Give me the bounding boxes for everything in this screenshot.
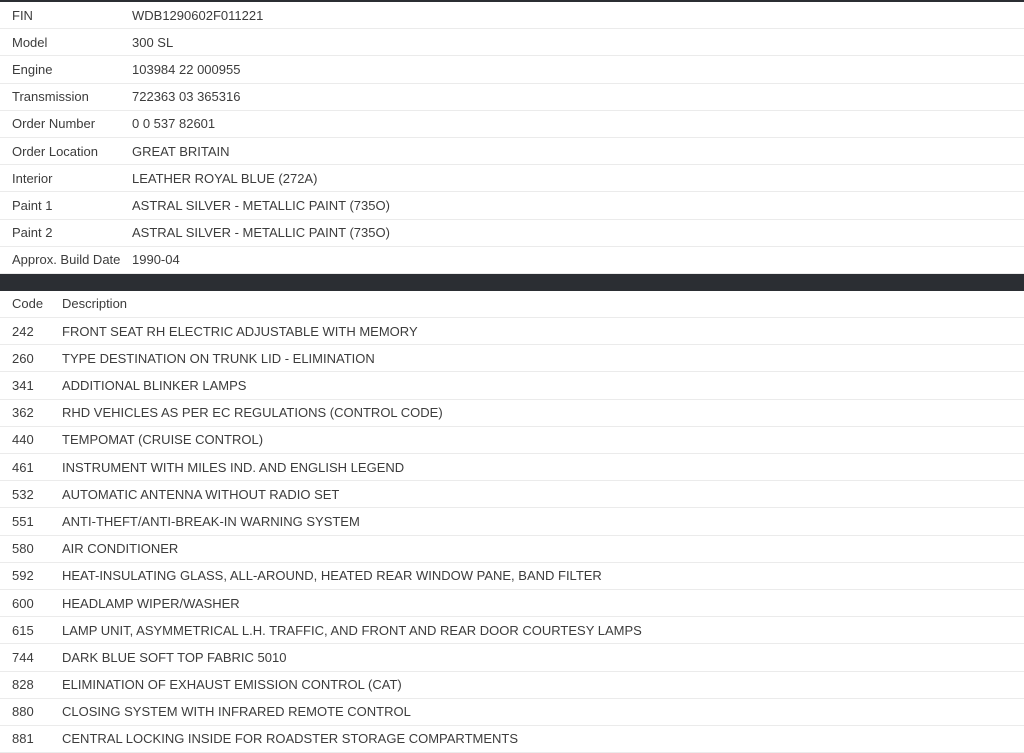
option-code-row	[0, 672, 1024, 699]
vehicle-info-label: Order Number	[12, 116, 96, 132]
vehicle-info-row	[0, 165, 1024, 192]
options-table-header-row	[0, 291, 1024, 318]
option-code: 881	[12, 731, 34, 747]
vehicle-info-row	[0, 247, 1024, 274]
vehicle-info-label: Model	[12, 34, 48, 50]
vehicle-info-value: LEATHER ROYAL BLUE (272A)	[132, 170, 318, 186]
option-code: 440	[12, 432, 34, 448]
option-code-row	[0, 617, 1024, 644]
vehicle-info-value: 1990-04	[132, 252, 180, 268]
description-column-header: Description	[62, 296, 128, 312]
option-description: ADDITIONAL BLINKER LAMPS	[62, 378, 247, 394]
option-code: 600	[12, 595, 34, 611]
option-description: HEAT-INSULATING GLASS, ALL-AROUND, HEATED REAR WINDOW PANE, BAND FILTER	[62, 568, 602, 584]
option-code: 461	[12, 459, 34, 475]
vehicle-info-label: Transmission	[12, 89, 89, 105]
option-code: 260	[12, 350, 34, 366]
vehicle-info-label: Approx. Build Date	[12, 252, 121, 268]
option-code: 880	[12, 704, 34, 720]
vehicle-info-value: 300 SL	[132, 34, 174, 50]
vehicle-info-row	[0, 111, 1024, 138]
vehicle-info-row	[0, 138, 1024, 165]
vehicle-info-row	[0, 2, 1024, 29]
options-table	[0, 291, 1024, 753]
vehicle-info-label: Engine	[12, 61, 53, 77]
vehicle-info-label: Paint 2	[12, 225, 53, 241]
option-code: 580	[12, 541, 34, 557]
code-column-header: Code	[12, 296, 44, 312]
option-code-row	[0, 454, 1024, 481]
vehicle-info-label: Order Location	[12, 143, 98, 159]
option-code: 592	[12, 568, 34, 584]
option-description: HEADLAMP WIPER/WASHER	[62, 595, 240, 611]
option-description: AUTOMATIC ANTENNA WITHOUT RADIO SET	[62, 486, 340, 502]
vehicle-info-value: 0 0 537 82601	[132, 116, 216, 132]
vehicle-info-label: Paint 1	[12, 197, 53, 213]
option-description: CENTRAL LOCKING INSIDE FOR ROADSTER STORAGE COMPARTMENTS	[62, 731, 519, 747]
option-description: RHD VEHICLES AS PER EC REGULATIONS (CONTROL CODE)	[62, 405, 443, 421]
option-code-row	[0, 536, 1024, 563]
option-description: LAMP UNIT, ASYMMETRICAL L.H. TRAFFIC, AND FRONT AND REAR DOOR COURTESY LAMPS	[62, 622, 642, 638]
option-code-row	[0, 644, 1024, 671]
option-code-row	[0, 318, 1024, 345]
option-description: ELIMINATION OF EXHAUST EMISSION CONTROL (CAT)	[62, 677, 402, 693]
option-code: 551	[12, 513, 34, 529]
vehicle-info-row	[0, 29, 1024, 56]
vehicle-info-row	[0, 56, 1024, 83]
vehicle-info-value: GREAT BRITAIN	[132, 143, 230, 159]
option-code-row	[0, 481, 1024, 508]
option-code: 362	[12, 405, 34, 421]
option-description: ANTI-THEFT/ANTI-BREAK-IN WARNING SYSTEM	[62, 513, 360, 529]
option-code: 532	[12, 486, 34, 502]
option-description: TYPE DESTINATION ON TRUNK LID - ELIMINATION	[62, 350, 375, 366]
vehicle-info-table	[0, 2, 1024, 274]
option-code-row	[0, 726, 1024, 753]
vehicle-info-value: 103984 22 000955	[132, 61, 241, 77]
option-code: 341	[12, 378, 34, 394]
option-code: 615	[12, 622, 34, 638]
vehicle-info-row	[0, 220, 1024, 247]
vehicle-info-value: ASTRAL SILVER - METALLIC PAINT (735O)	[132, 225, 390, 241]
option-code-row	[0, 345, 1024, 372]
option-code: 744	[12, 649, 34, 665]
vehicle-info-label: Interior	[12, 170, 53, 186]
vehicle-info-row	[0, 84, 1024, 111]
vehicle-info-row	[0, 192, 1024, 219]
option-code-row	[0, 508, 1024, 535]
option-description: FRONT SEAT RH ELECTRIC ADJUSTABLE WITH MEMORY	[62, 323, 418, 339]
vehicle-info-value: 722363 03 365316	[132, 89, 241, 105]
option-description: CLOSING SYSTEM WITH INFRARED REMOTE CONTROL	[62, 704, 411, 720]
option-description: TEMPOMAT (CRUISE CONTROL)	[62, 432, 264, 448]
option-code-row	[0, 427, 1024, 454]
option-code-row	[0, 563, 1024, 590]
option-code: 828	[12, 677, 34, 693]
option-code-row	[0, 400, 1024, 427]
section-divider-bar	[0, 274, 1024, 291]
option-code-row	[0, 372, 1024, 399]
vehicle-info-label: FIN	[12, 7, 33, 23]
option-code: 242	[12, 323, 34, 339]
option-code-row	[0, 590, 1024, 617]
option-description: AIR CONDITIONER	[62, 541, 179, 557]
options-table-body	[0, 318, 1024, 753]
option-code-row	[0, 699, 1024, 726]
option-description: DARK BLUE SOFT TOP FABRIC 5010	[62, 649, 287, 665]
option-description: INSTRUMENT WITH MILES IND. AND ENGLISH LEGEND	[62, 459, 405, 475]
vehicle-info-value: WDB1290602F011221	[132, 7, 264, 23]
vehicle-info-value: ASTRAL SILVER - METALLIC PAINT (735O)	[132, 197, 390, 213]
